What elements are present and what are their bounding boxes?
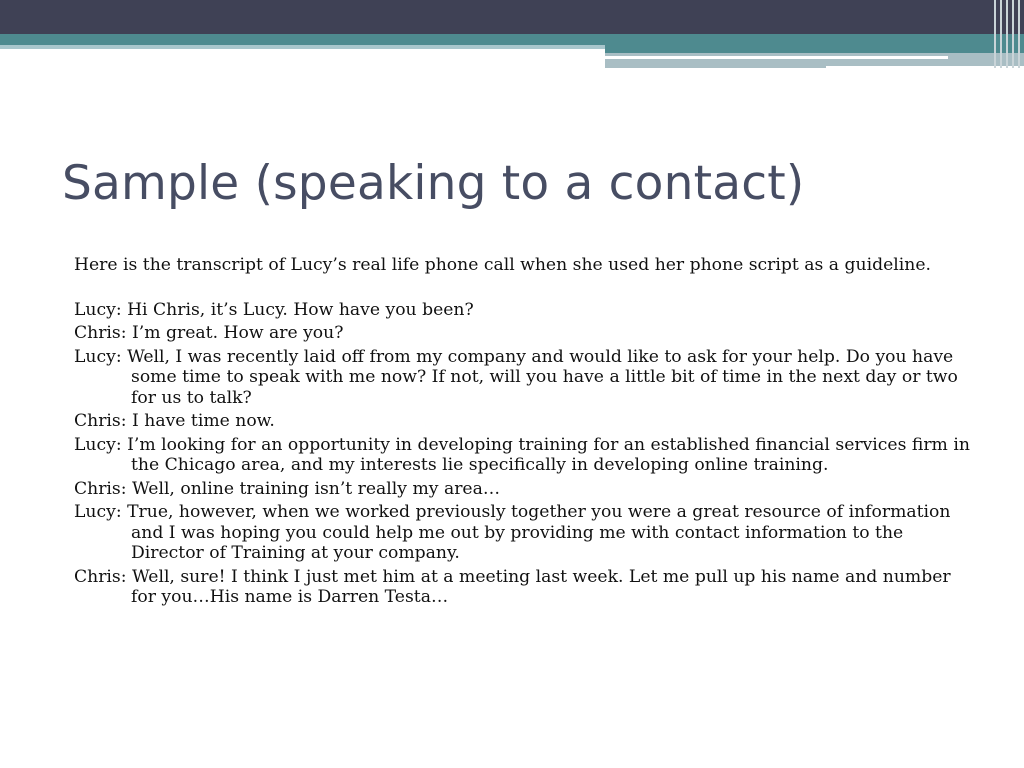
dialogue-line: Lucy: Hi Chris, it’s Lucy. How have you been? xyxy=(74,299,474,320)
dialogue-line: Chris: I’m great. How are you? xyxy=(74,323,344,343)
dialogue-line: Chris: Well, online training isn’t really my area… xyxy=(74,478,501,499)
header-white-line xyxy=(605,56,948,59)
header-band-teal xyxy=(0,34,1024,45)
header-band-light xyxy=(0,45,605,49)
transcript-body xyxy=(74,255,974,611)
dialogue-line: Chris: I have time now. xyxy=(74,411,275,431)
dialogue-line: Lucy: Well, I was recently laid off from my company and would like to ask for your help. Do you have some time to speak with me now? If not, will you have a little bit of time in the next day or two for us to talk? xyxy=(74,346,958,408)
dialogue-line: Lucy: I’m looking for an opportunity in developing training for an established financial services firm in the Chicago area, and my interests lie specifically in developing online training. xyxy=(74,434,970,475)
intro-paragraph: Here is the transcript of Lucy’s real life phone call when she used her phone script as a guideline. xyxy=(74,255,931,275)
header-band-dark xyxy=(0,0,1024,34)
dialogue-line: Chris: Well, sure! I think I just met him at a meeting last week. Let me pull up his name and number for you…His name is Darren Testa… xyxy=(74,566,951,607)
header-stripes xyxy=(992,0,1024,68)
slide-title: Sample (speaking to a contact) xyxy=(62,156,805,211)
dialogue-line: Lucy: True, however, when we worked previously together you were a great resource of information and I was hoping you could help me out by providing me with contact information to the Director of Training at your company. xyxy=(74,502,951,563)
header-band-teal-right xyxy=(605,45,1024,53)
